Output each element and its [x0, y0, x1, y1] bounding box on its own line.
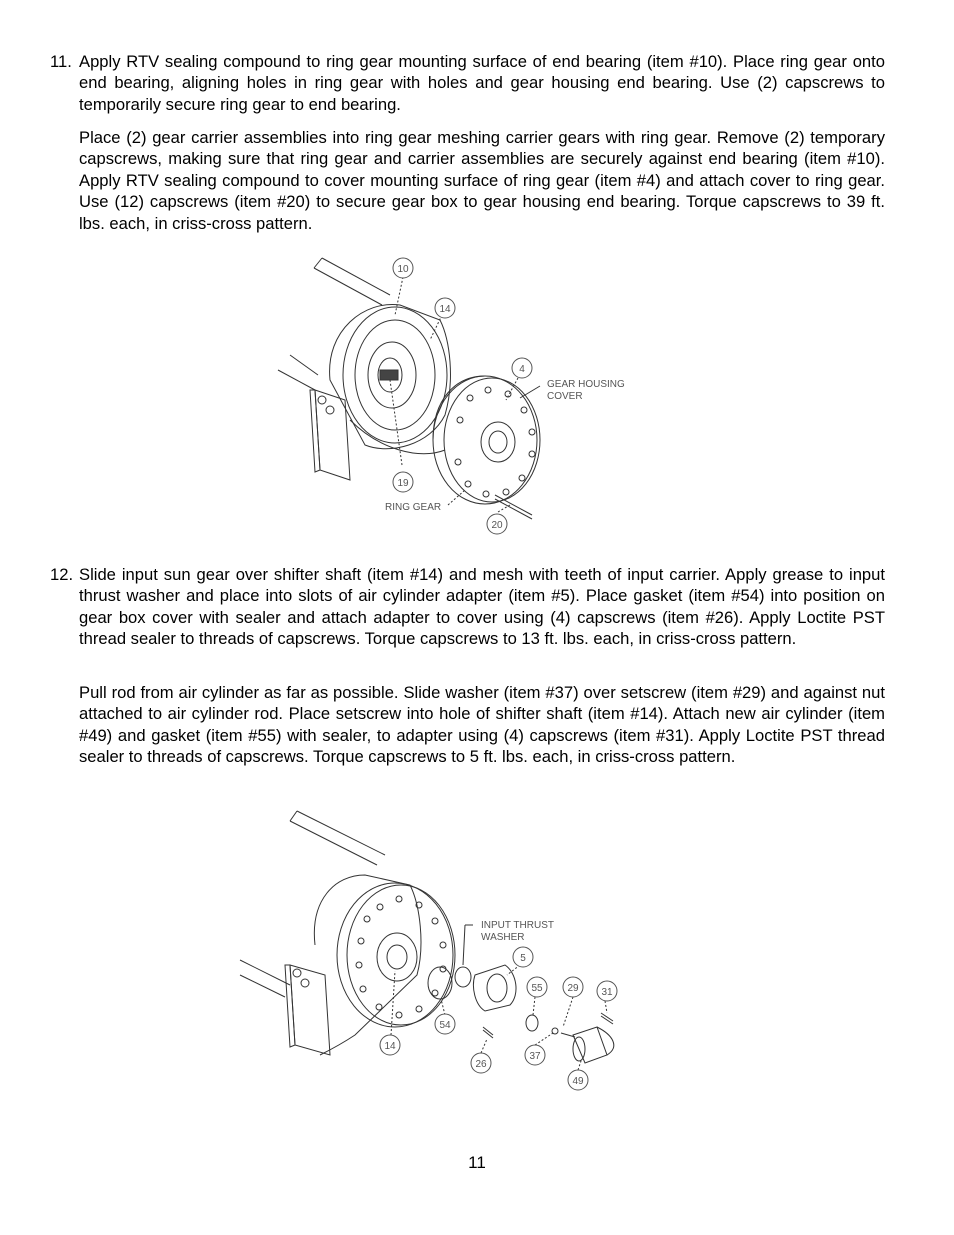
- washer-label: WASHER: [481, 932, 525, 943]
- page-number: 11: [468, 1153, 486, 1172]
- callout-5-label: 5: [520, 953, 526, 964]
- callout-26-label: 26: [475, 1059, 487, 1070]
- callout-14-label: 14: [439, 304, 451, 315]
- callout-37-label: 37: [529, 1051, 541, 1062]
- callout-4-label: 4: [519, 364, 525, 375]
- callout-54-label: 54: [439, 1020, 451, 1031]
- ring-gear-label: RING GEAR: [385, 502, 442, 513]
- step-12-paragraph-2: Pull rod from air cylinder as far as possible. Slide washer (item #37) over setscrew (item #29) and against nut attached to air cylinder rod. Place setscrew into hole of shifter shaft (item #14). Attach new air cylinder (item #49) and gasket (item #55) with sealer, to adapter using (4) capscrews (item #31). Apply Loctite PST thread sealer to threads of capscrews. Torque capscrews to 5 ft. lbs. each, in criss-cross pattern.: [79, 683, 885, 767]
- callout-14-label: 14: [384, 1041, 396, 1052]
- callout-31-label: 31: [601, 987, 613, 998]
- input-thrust-washer: [455, 967, 471, 987]
- shifter-shaft: [380, 370, 398, 380]
- gasket-55: [526, 1015, 538, 1031]
- cover-label: COVER: [547, 391, 583, 402]
- step-11-paragraph-2: Place (2) gear carrier assemblies into ring gear meshing carrier gears with ring gear. Remove (2) temporary capscrews, making sure that ring gear and carrier assemblies are securely against end bearing (item #10). Apply RTV sealing compound to cover mounting surface of ring gear (item #4) and attach cover to ring gear. Use (12) capscrews (item #20) to secure gear box to gear housing end bearing. Torque capscrews to 39 ft. lbs. each, in criss-cross pattern.: [79, 128, 885, 233]
- figure-gear-housing-assembly: [270, 250, 660, 540]
- capscrew-20: [495, 495, 532, 515]
- air-cylinder-49: [573, 1027, 607, 1063]
- gear-box-cover: [337, 883, 455, 1027]
- gear-housing-label: GEAR HOUSING: [547, 379, 625, 390]
- frame-rail-top: [297, 811, 385, 855]
- step-12-number: 12.: [50, 565, 74, 584]
- frame-rail-top: [322, 258, 390, 295]
- callout-19-label: 19: [397, 478, 409, 489]
- step-11-number: 11.: [50, 52, 72, 71]
- step-11-paragraph-1: Apply RTV sealing compound to ring gear mounting surface of end bearing (item #10). Place ring gear onto end bearing, aligning holes in ring gear with holes and gear housing end bearing. Use (2) capscrews to temporarily secure ring gear to end bearing.: [79, 52, 885, 114]
- step-12-paragraph-1: Slide input sun gear over shifter shaft (item #14) and mesh with teeth of input carrier. Apply grease to input thrust washer and place into slots of air cylinder adapter (item #5). Place gasket (item #54) into position on gear box cover with sealer and attach adapter to cover using (4) capscrews (item #26). Apply Loctite PST thread sealer to threads of capscrews. Torque capscrews to 13 ft. lbs. each, in criss-cross pattern.: [79, 565, 885, 649]
- input-thrust-label: INPUT THRUST: [481, 920, 554, 931]
- adapter-5: [473, 965, 516, 1011]
- mounting-bracket: [290, 965, 330, 1055]
- callout-20-label: 20: [491, 520, 503, 531]
- callout-55-label: 55: [531, 983, 543, 994]
- callout-49-label: 49: [572, 1076, 584, 1087]
- figure-air-cylinder-assembly: [235, 805, 635, 1100]
- callout-10-label: 10: [397, 264, 409, 275]
- callout-29-label: 29: [567, 983, 579, 994]
